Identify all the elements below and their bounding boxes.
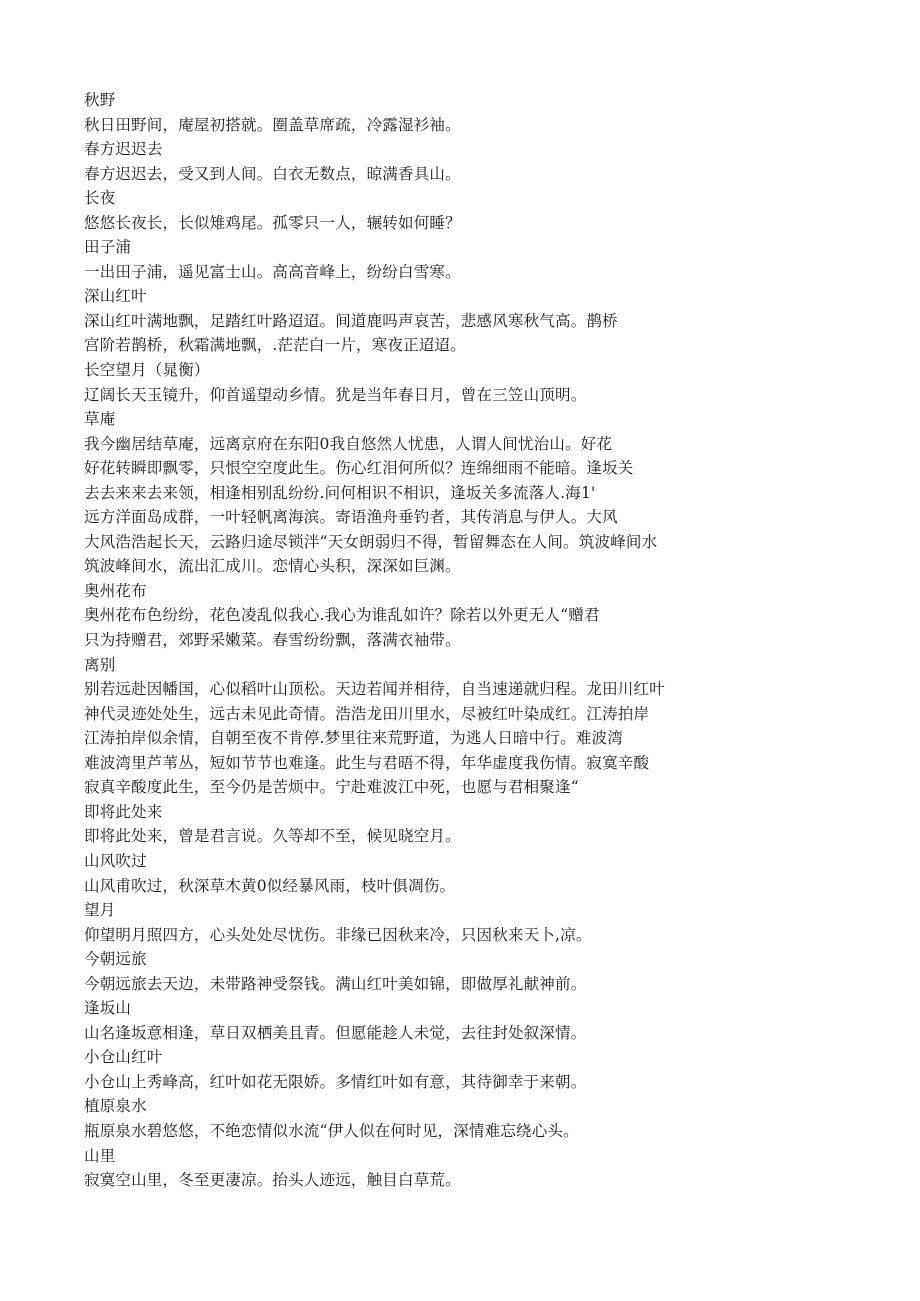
text-line: 大风浩浩起长天，云路归途尽锁泮“天女朗弱归不得，暂留舞态在人间。筑波峰间水 bbox=[84, 532, 658, 551]
text-line: 秋日田野间，庵屋初搭就。圈盖草席疏，冷露湿衫袖。 bbox=[84, 115, 461, 134]
text-line: 筑波峰间水，流出汇成川。恋情心头积，深深如巨渊。 bbox=[84, 557, 461, 576]
text-line: 辽阔长天玉镜升，仰首遥望动乡情。犹是当年春日月，曾在三笠山顶明。 bbox=[84, 385, 587, 404]
text-line: 奥州花布 bbox=[84, 581, 147, 600]
text-line: 望月 bbox=[84, 901, 116, 920]
text-line: 今朝远旅 bbox=[84, 950, 147, 969]
text-line: 我今幽居结草庵，远离京府在东阳0我自悠然人忧患，人谓人间忧治山。好花 bbox=[84, 434, 613, 453]
text-line: 今朝远旅去天边，未带路神受祭钱。满山红叶美如锦，即做厚礼献神前。 bbox=[84, 974, 587, 993]
text-line: 山风吹过 bbox=[84, 851, 147, 870]
text-line: 只为持赠君，郊野采嫩菜。春雪纷纷飘，落满衣袖带。 bbox=[84, 631, 461, 650]
text-line: 山里 bbox=[84, 1146, 116, 1165]
text-line: 难波湾里芦苇丛，短如节节也难逢。此生与君晤不得，年华虚度我伤情。寂寞辛酸 bbox=[84, 753, 650, 772]
text-line: 即将此处来 bbox=[84, 802, 163, 821]
text-line: 深山红叶满地飘，足踏红叶路迢迢。间道鹿吗声哀苦，悲感风寒秋气高。鹊桥 bbox=[84, 311, 618, 330]
text-line: 悠悠长夜长，长似雉鸡尾。孤零只一人，辗转如何睡？ bbox=[84, 213, 461, 232]
text-line: 春方迟迟去，受又到人间。白衣无数点，晾满香具山。 bbox=[84, 164, 461, 183]
text-line: 春方迟迟去 bbox=[84, 140, 163, 159]
text-line: 即将此处来，曾是君言说。久等却不至，候见晓空月。 bbox=[84, 827, 461, 846]
text-line: 别若远赴因幡国，心似稻叶山顶松。天边若闻并相待，自当速递就归程。龙田川红叶 bbox=[84, 680, 665, 699]
text-line: 小仓山红叶 bbox=[84, 1048, 163, 1067]
document-body bbox=[84, 88, 914, 1193]
text-line: 小仓山上秀峰高，红叶如花无限娇。多情红叶如有意，其待御幸于来朝。 bbox=[84, 1072, 587, 1091]
text-line: 长空望月（晁衡） bbox=[84, 361, 210, 380]
text-line: 一出田子浦，遥见富士山。高高音峰上，纷纷白雪寒。 bbox=[84, 262, 461, 281]
text-line: 长夜 bbox=[84, 189, 116, 208]
text-line: 瓶原泉水碧悠悠，不绝恋情似水流“伊人似在何时见，深情难忘绕心头。 bbox=[84, 1121, 579, 1140]
text-line: 山风甫吹过，秋深草木黄0似经暴风雨，枝叶俱凋伤。 bbox=[84, 876, 456, 895]
text-line: 去去来来去来领，相逢相别乱纷纷.问何相识不相识，逢坂关多流落人.海1' bbox=[84, 483, 596, 502]
text-line: 植原泉水 bbox=[84, 1097, 147, 1116]
text-line: 离别 bbox=[84, 655, 116, 674]
text-line: 仰望明月照四方，心头处处尽忧伤。非缘已因秋来冷，只因秋来天卜,凉。 bbox=[84, 925, 592, 944]
text-line: 深山红叶 bbox=[84, 287, 147, 306]
text-line: 神代灵迹处处生，远古未见此奇情。浩浩龙田川里水，尽被红叶染成红。江涛拍岸 bbox=[84, 704, 650, 723]
text-line: 江涛拍岸似余情，自朝至夜不肯停.梦里往来荒野道，为逃人日暗中行。难波湾 bbox=[84, 729, 623, 748]
text-line: 好花转瞬即飘零，只恨空空度此生。伤心红泪何所似？连绵细雨不能暗。逢坂关 bbox=[84, 459, 634, 478]
text-line: 田子浦 bbox=[84, 238, 132, 257]
text-line: 草庵 bbox=[84, 410, 116, 429]
text-line: 秋野 bbox=[84, 91, 116, 109]
text-line: 寂真辛酸度此生，至今仍是苦烦中。宁赴难波江中死，也愿与君相聚逢“ bbox=[84, 778, 579, 797]
text-line: 寂寞空山里，冬至更凄凉。抬头人迹远，触目白草荒。 bbox=[84, 1171, 461, 1190]
text-line: 逢坂山 bbox=[84, 999, 132, 1018]
text-line: 山名逢坂意相逢，草日双栖美且青。但愿能趁人未觉，去往封处叙深情。 bbox=[84, 1023, 587, 1042]
text-line: 远方洋面岛成群，一叶轻帆离海滨。寄语渔舟垂钓者，其传消息与伊人。大风 bbox=[84, 508, 618, 527]
text-line: 宫阶若鹊桥，秋霜满地飘，.茫茫白一片，寒夜正迢迢。 bbox=[84, 336, 466, 355]
text-line: 奥州花布色纷纷，花色凌乱似我心.我心为谁乱如许？除若以外更无人“赠君 bbox=[84, 606, 600, 625]
